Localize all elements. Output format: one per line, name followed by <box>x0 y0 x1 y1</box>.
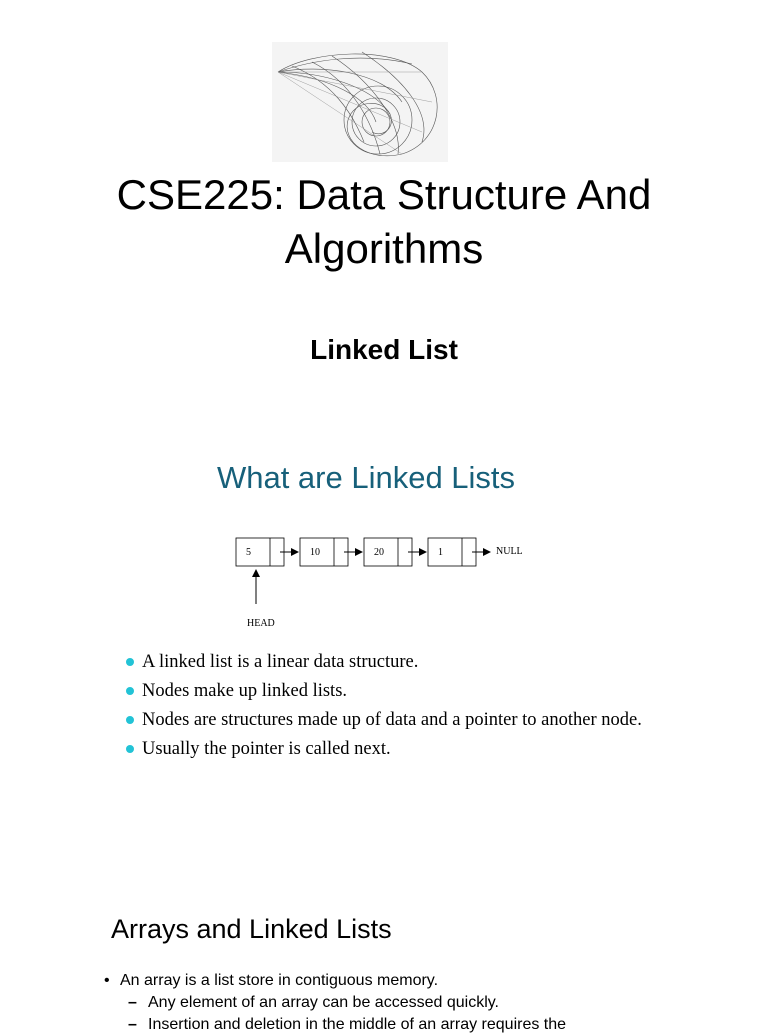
bullet-dot-icon <box>126 658 134 666</box>
course-title: CSE225: Data Structure And Algorithms <box>116 171 652 272</box>
node-value: 20 <box>374 547 384 558</box>
bullet-dot-icon: • <box>104 972 110 989</box>
dash-icon: – <box>128 1016 137 1033</box>
node-4 <box>428 538 476 566</box>
node-3 <box>364 538 412 566</box>
arrays-slide <box>0 898 768 1033</box>
dash-icon: – <box>128 994 137 1011</box>
head-label: HEAD <box>247 618 275 629</box>
sub-list-item: – Insertion and deletion in the middle of an array requires the <box>104 1014 744 1036</box>
bullet-dot-icon <box>126 716 134 724</box>
node-value: 1 <box>438 547 443 558</box>
title-slide <box>0 0 768 420</box>
list-item: • An array is a list store in contiguous memory. <box>104 970 744 992</box>
bullet-list <box>126 650 646 766</box>
node-2 <box>300 538 348 566</box>
slide-heading: Arrays and Linked Lists <box>111 914 392 944</box>
null-label: NULL <box>496 546 523 557</box>
node-value: 5 <box>246 547 251 558</box>
list-item: A linked list is a linear data structure. <box>126 650 646 675</box>
list-item: Nodes are structures made up of data and a pointer to another node. <box>126 708 646 733</box>
bullet-dot-icon <box>126 687 134 695</box>
bullet-dot-icon <box>126 745 134 753</box>
sub-list-item: – Any element of an array can be accessed quickly. <box>104 992 744 1014</box>
linked-list-diagram <box>230 530 530 640</box>
slide-heading: What are Linked Lists <box>216 460 516 495</box>
linked-list-slide <box>0 430 768 850</box>
node-1 <box>236 538 284 566</box>
slide-subtitle: Linked List <box>310 334 458 365</box>
nautilus-shell-icon <box>272 42 448 162</box>
list-item: Nodes make up linked lists. <box>126 679 646 704</box>
bullet-list <box>104 970 744 1036</box>
list-item: Usually the pointer is called next. <box>126 737 646 762</box>
node-value: 10 <box>310 547 320 558</box>
